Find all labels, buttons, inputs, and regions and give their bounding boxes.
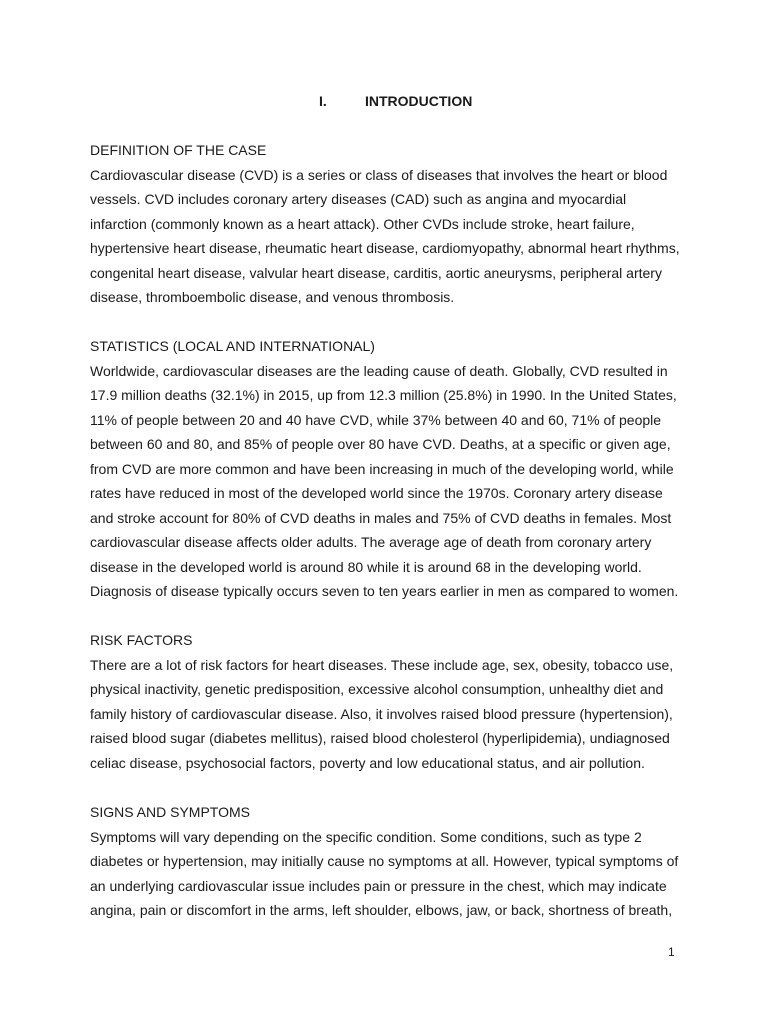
section-heading: RISK FACTORS [90, 632, 193, 648]
paragraph-line: Diagnosis of disease typically occurs seven to ten years earlier in men as compared to women. [90, 583, 679, 599]
section-statistics [90, 337, 690, 607]
paragraph-line: rates have reduced in most of the developed world since the 1970s. Coronary artery disease [90, 485, 663, 501]
paragraph-line: raised blood sugar (diabetes mellitus), raised blood cholesterol (hyperlipidemia), undiagnosed [90, 730, 670, 746]
paragraph-line: 17.9 million deaths (32.1%) in 2015, up from 12.3 million (25.8%) in 1990. In the United States, [90, 387, 677, 403]
paragraph-line: Cardiovascular disease (CVD) is a series or class of diseases that involves the heart or blood [90, 166, 668, 183]
paragraph-line: cardiovascular disease affects older adults. The average age of death from coronary artery [90, 534, 652, 550]
paragraph-line: congenital heart disease, valvular heart disease, carditis, aortic aneurysms, peripheral artery [90, 264, 662, 281]
title-text: INTRODUCTION [365, 93, 473, 109]
paragraph-line: family history of cardiovascular disease. Also, it involves raised blood pressure (hypertension), [90, 705, 673, 722]
section-signs-and-symptoms [90, 803, 690, 926]
section-definition [90, 141, 690, 313]
section-heading: DEFINITION OF THE CASE [90, 142, 267, 158]
paragraph-line: disease, thromboembolic disease, and venous thrombosis. [90, 289, 455, 305]
page-number: 1 [668, 945, 675, 959]
title-number: I. [319, 93, 327, 109]
section-heading: STATISTICS (LOCAL AND INTERNATIONAL) [90, 338, 375, 354]
paragraph-line: and stroke account for 80% of CVD deaths in males and 75% of CVD deaths in females. Most [90, 509, 672, 526]
section-heading: SIGNS AND SYMPTOMS [90, 804, 250, 820]
paragraph-line: Symptoms will vary depending on the specific condition. Some conditions, such as type 2 [90, 828, 642, 845]
paragraph-line: between 60 and 80, and 85% of people over 80 have CVD. Deaths, at a specific or given age, [90, 436, 671, 452]
paragraph-line: physical inactivity, genetic predisposition, excessive alcohol consumption, unhealthy diet and [90, 681, 664, 697]
paragraph-line: disease in the developed world is around 80 while it is around 68 in the developing world. [90, 558, 642, 575]
paragraph-line: 11% of people between 20 and 40 have CVD, while 37% between 40 and 60, 71% of people [90, 411, 662, 428]
paragraph-line: vessels. CVD includes coronary artery diseases (CAD) such as angina and myocardial [90, 191, 627, 207]
paragraph-line: infarction (commonly known as a heart attack). Other CVDs include stroke, heart failure, [90, 215, 635, 232]
section-risk-factors [90, 631, 690, 778]
paragraph-line: celiac disease, psychosocial factors, poverty and low educational status, and air pollution. [90, 754, 645, 771]
paragraph-line: from CVD are more common and have been increasing in much of the developing world, while [90, 460, 674, 477]
paragraph-line: angina, pain or discomfort in the arms, left shoulder, elbows, jaw, or back, shortness of breath, [90, 902, 673, 918]
paragraph-line: hypertensive heart disease, rheumatic heart disease, cardiomyopathy, abnormal heart rhythms, [90, 240, 680, 256]
paragraph-line: diabetes or hypertension, may initially cause no symptoms at all. However, typical symptoms of [90, 853, 679, 869]
paragraph-line: an underlying cardiovascular issue includes pain or pressure in the chest, which may indicate [90, 877, 667, 894]
paragraph-line: There are a lot of risk factors for heart diseases. These include age, sex, obesity, tobacco use, [90, 656, 674, 673]
paragraph-line: Worldwide, cardiovascular diseases are the leading cause of death. Globally, CVD resulted in [90, 362, 668, 379]
